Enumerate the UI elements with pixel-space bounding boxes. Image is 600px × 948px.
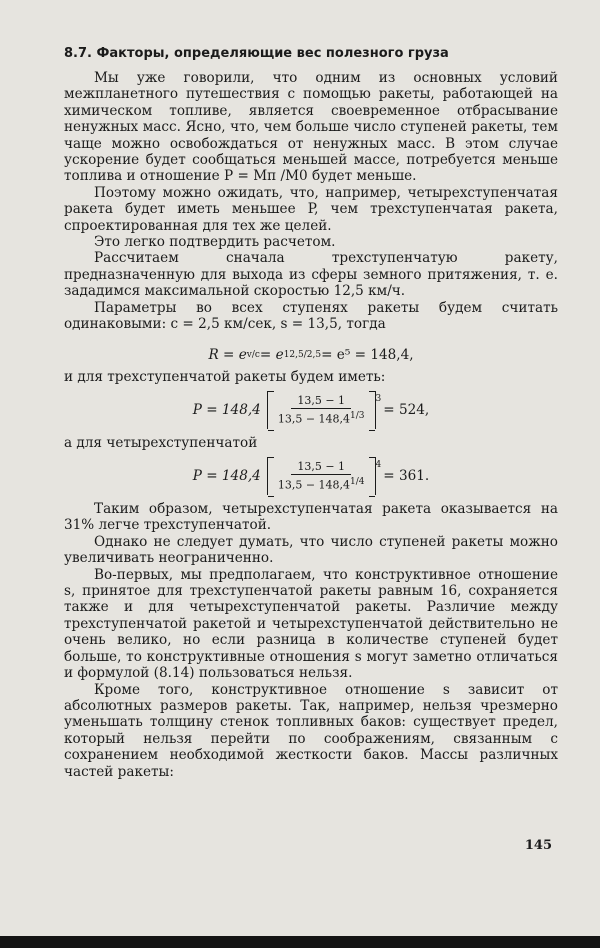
paragraph: Таким образом, четырехступенчатая ракета оказывается на 31% легче трехступенчатой. bbox=[64, 501, 558, 534]
paragraph: Мы уже говорили, что одним из основных условий межпланетного путешествия с помощью ракеты, работающей на химическом топливе, является своевременное отбрасывание ненужных масс. Ясно, что, чем больше число ступеней ракеты, тем чаще можно освобождаться от ненужных масс. В этом случае ускорение будет сообщаться меньшей массе, потребуется меньше топлива и отношение P = Mп /M0 будет меньше. bbox=[64, 70, 558, 185]
formula-exponent: v/c bbox=[246, 349, 260, 360]
formula-four-stage bbox=[64, 457, 558, 495]
formula-three-stage bbox=[64, 391, 558, 429]
scan-border bbox=[0, 936, 600, 948]
fraction-numerator: 13,5 − 1 bbox=[291, 460, 351, 475]
formula-rhs: = e⁵ = 148,4, bbox=[321, 346, 414, 363]
formula-mass-ratio bbox=[64, 347, 558, 363]
page-content bbox=[64, 46, 558, 780]
denominator-exponent: 1/3 bbox=[350, 411, 365, 422]
paragraph: и для трехступенчатой ракеты будем иметь: bbox=[64, 368, 386, 385]
formula-bracket bbox=[267, 457, 376, 495]
paragraph: Однако не следует думать, что число ступеней ракеты можно увеличивать неограниченно. bbox=[64, 533, 558, 567]
paragraph: Рассчитаем сначала трехступенчатую ракету, предназначенную для выхода из сферы земного притяжения, т. е. зададимся максимальной скоростью 12,5 км/ч. bbox=[64, 250, 558, 300]
formula-power: 4 bbox=[375, 460, 382, 471]
formula-lhs: R = e bbox=[208, 346, 247, 363]
formula-fraction bbox=[278, 460, 365, 492]
paragraph: Во-первых, мы предполагаем, что конструктивное отношение s, принятое для трехступенчатой ракеты равным 16, сохраняется также и для четырехступенчатой ракеты. Различие между трехступенчатой ракетой и четырехступенчатой действительно не очень велико, но если разница в количестве ступеней будет больше, то конструктивные отношения s могут заметно отличаться и формулой (8.14) пользоваться нельзя. bbox=[64, 566, 558, 682]
formula-rhs: = 524, bbox=[383, 401, 430, 418]
denominator-base: 13,5 − 148,4 bbox=[277, 412, 351, 426]
denominator-base: 13,5 − 148,4 bbox=[277, 479, 351, 493]
fraction-denominator bbox=[278, 475, 365, 492]
paragraph: Это легко подтвердить расчетом. bbox=[94, 234, 336, 251]
formula-rhs: = 361. bbox=[383, 468, 430, 484]
formula-fraction bbox=[278, 394, 365, 426]
paragraph: а для четырехступенчатой bbox=[64, 434, 258, 451]
formula-power: 3 bbox=[375, 394, 382, 405]
formula-mid: = e bbox=[259, 346, 284, 363]
section-heading: 8.7. Факторы, определяющие вес полезного груза bbox=[64, 46, 449, 61]
paragraph: Поэтому можно ожидать, что, например, четырехступенчатая ракета будет иметь меньшее P, чем трехступенчатая ракета, спроектированная для тех же целей. bbox=[64, 184, 558, 234]
formula-bracket bbox=[267, 391, 376, 429]
fraction-denominator bbox=[278, 409, 365, 426]
formula-lhs: P = 148,4 bbox=[192, 468, 261, 484]
denominator-exponent: 1/4 bbox=[350, 477, 365, 488]
formula-lhs: P = 148,4 bbox=[192, 401, 261, 418]
paragraph: Параметры во всех ступенях ракеты будем считать одинаковыми: c = 2,5 км/сек, s = 13,5, тогда bbox=[64, 299, 558, 333]
formula-exponent: 12,5/2,5 bbox=[283, 349, 322, 360]
page-number: 145 bbox=[524, 838, 552, 853]
paragraph: Кроме того, конструктивное отношение s зависит от абсолютных размеров ракеты. Так, например, нельзя чрезмерно уменьшать толщину стенок топливных баков: существует предел, который нельзя перейти по соображениям, связанным с сохранением необходимой жесткости баков. Массы различных частей ракеты: bbox=[64, 681, 558, 780]
fraction-numerator: 13,5 − 1 bbox=[291, 394, 351, 409]
